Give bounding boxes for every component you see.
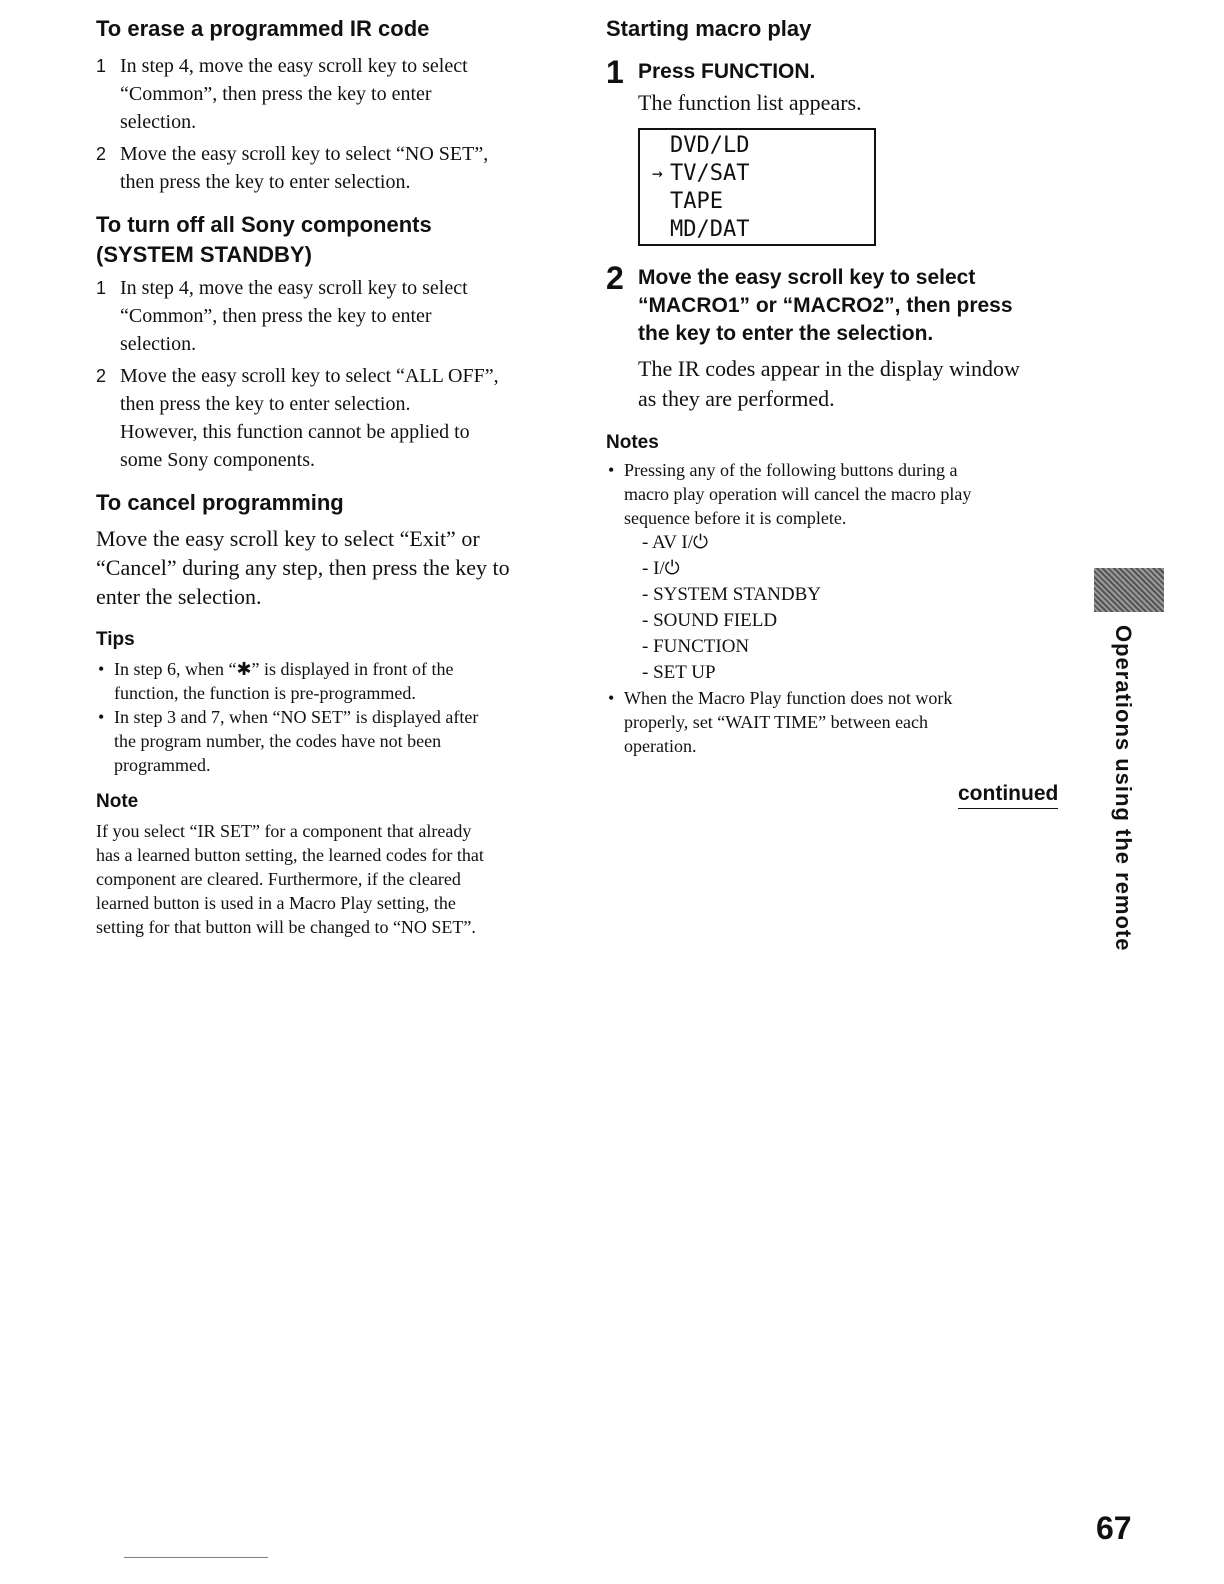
step-body: The function list appears. — [638, 90, 862, 115]
bottom-rule — [124, 1557, 268, 1558]
section-side-label: Operations using the remote — [1111, 625, 1136, 952]
button-name: - SYSTEM STANDBY — [642, 584, 821, 605]
list-item: • In step 6, when “✱” is displayed in front of the function, the function is pre-programmed. — [98, 659, 454, 703]
erase-step-1: 1 In step 4, move the easy scroll key to select “Common”, then press the key to enter selection. — [96, 52, 566, 136]
erase-step-2: 2 Move the easy scroll key to select “NO SET”, then press the key to enter selection. — [96, 140, 566, 196]
macro-step-1 — [606, 54, 1076, 118]
button-name: - FUNCTION — [642, 636, 750, 657]
step-title: Press FUNCTION. — [638, 60, 816, 83]
erase-heading: To erase a programmed IR code — [96, 16, 430, 41]
note-text: If you select “IR SET” for a component that already has a learned button setting, the learned codes for that component are cleared. Furthermore, if the cleared learned button is used in a Macro Play setting, the setting for that button will be changed to “NO SET”. — [96, 821, 484, 937]
display-row: MD/DAT — [670, 217, 750, 242]
tips-heading: Tips — [96, 629, 135, 650]
function-list-display — [638, 128, 876, 246]
step-body: The IR codes appear in the display window as they are performed. — [638, 356, 1020, 411]
button-list — [624, 530, 1076, 686]
list-item: • Pressing any of the following buttons during a macro play operation will cancel the macro play sequence before it is complete. - AV I/⏻ - I/⏻ - SYSTEM STANDBY - SOUND FIELD - FUNCTION - SET UP — [606, 458, 1076, 686]
display-row: DVD/LD — [670, 133, 750, 158]
right-column — [606, 14, 1076, 758]
note-heading: Note — [96, 791, 139, 812]
display-row: TAPE — [670, 189, 723, 214]
list-item: • In step 3 and 7, when “NO SET” is displayed after the program number, the codes have not been programmed. — [98, 707, 479, 775]
step-number: 1 — [606, 54, 624, 90]
bullet-icon: • — [608, 688, 615, 708]
step-number: 2 — [96, 366, 107, 386]
standby-step-2: 2 Move the easy scroll key to select “ALL OFF”, then press the key to enter selection. However, this function cannot be applied to some Sony components. — [96, 362, 566, 474]
bullet-icon: • — [98, 707, 105, 727]
tips-list — [96, 657, 566, 777]
step-number: 1 — [96, 278, 107, 298]
display-row: → TV/SAT — [652, 161, 750, 186]
page-number: 67 — [1096, 1510, 1132, 1546]
macro-step-2 — [606, 260, 1076, 414]
list-item: • When the Macro Play function does not work properly, set “WAIT TIME” between each operation. — [608, 688, 953, 756]
step-number: 1 — [96, 56, 107, 76]
cancel-text: Move the easy scroll key to select “Exit” or “Cancel” during any step, then press the key to enter the selection. — [96, 526, 510, 609]
step-number: 2 — [96, 144, 107, 164]
section-tab-marker — [1094, 568, 1164, 612]
notes-heading: Notes — [606, 432, 659, 453]
button-name: - SOUND FIELD — [642, 610, 778, 631]
cancel-heading: To cancel programming — [96, 490, 344, 515]
standby-step-1: 1 In step 4, move the easy scroll key to select “Common”, then press the key to enter selection. — [96, 274, 566, 358]
bullet-icon: • — [608, 460, 615, 480]
bullet-icon: • — [98, 659, 105, 679]
step-title: Move the easy scroll key to select “MACRO1” or “MACRO2”, then press the key to enter the selection. — [638, 266, 1013, 345]
continued-label: continued — [958, 780, 1058, 809]
notes-list — [606, 458, 1076, 758]
cursor-arrow-icon: → — [652, 163, 663, 184]
left-column — [96, 14, 566, 939]
button-name: - I/⏻ — [642, 558, 680, 579]
step-number: 2 — [606, 260, 624, 296]
button-name: - AV I/⏻ — [642, 532, 709, 553]
macro-heading: Starting macro play — [606, 16, 812, 41]
button-name: - SET UP — [642, 662, 716, 683]
standby-heading: To turn off all Sony components (SYSTEM STANDBY) — [96, 212, 432, 267]
